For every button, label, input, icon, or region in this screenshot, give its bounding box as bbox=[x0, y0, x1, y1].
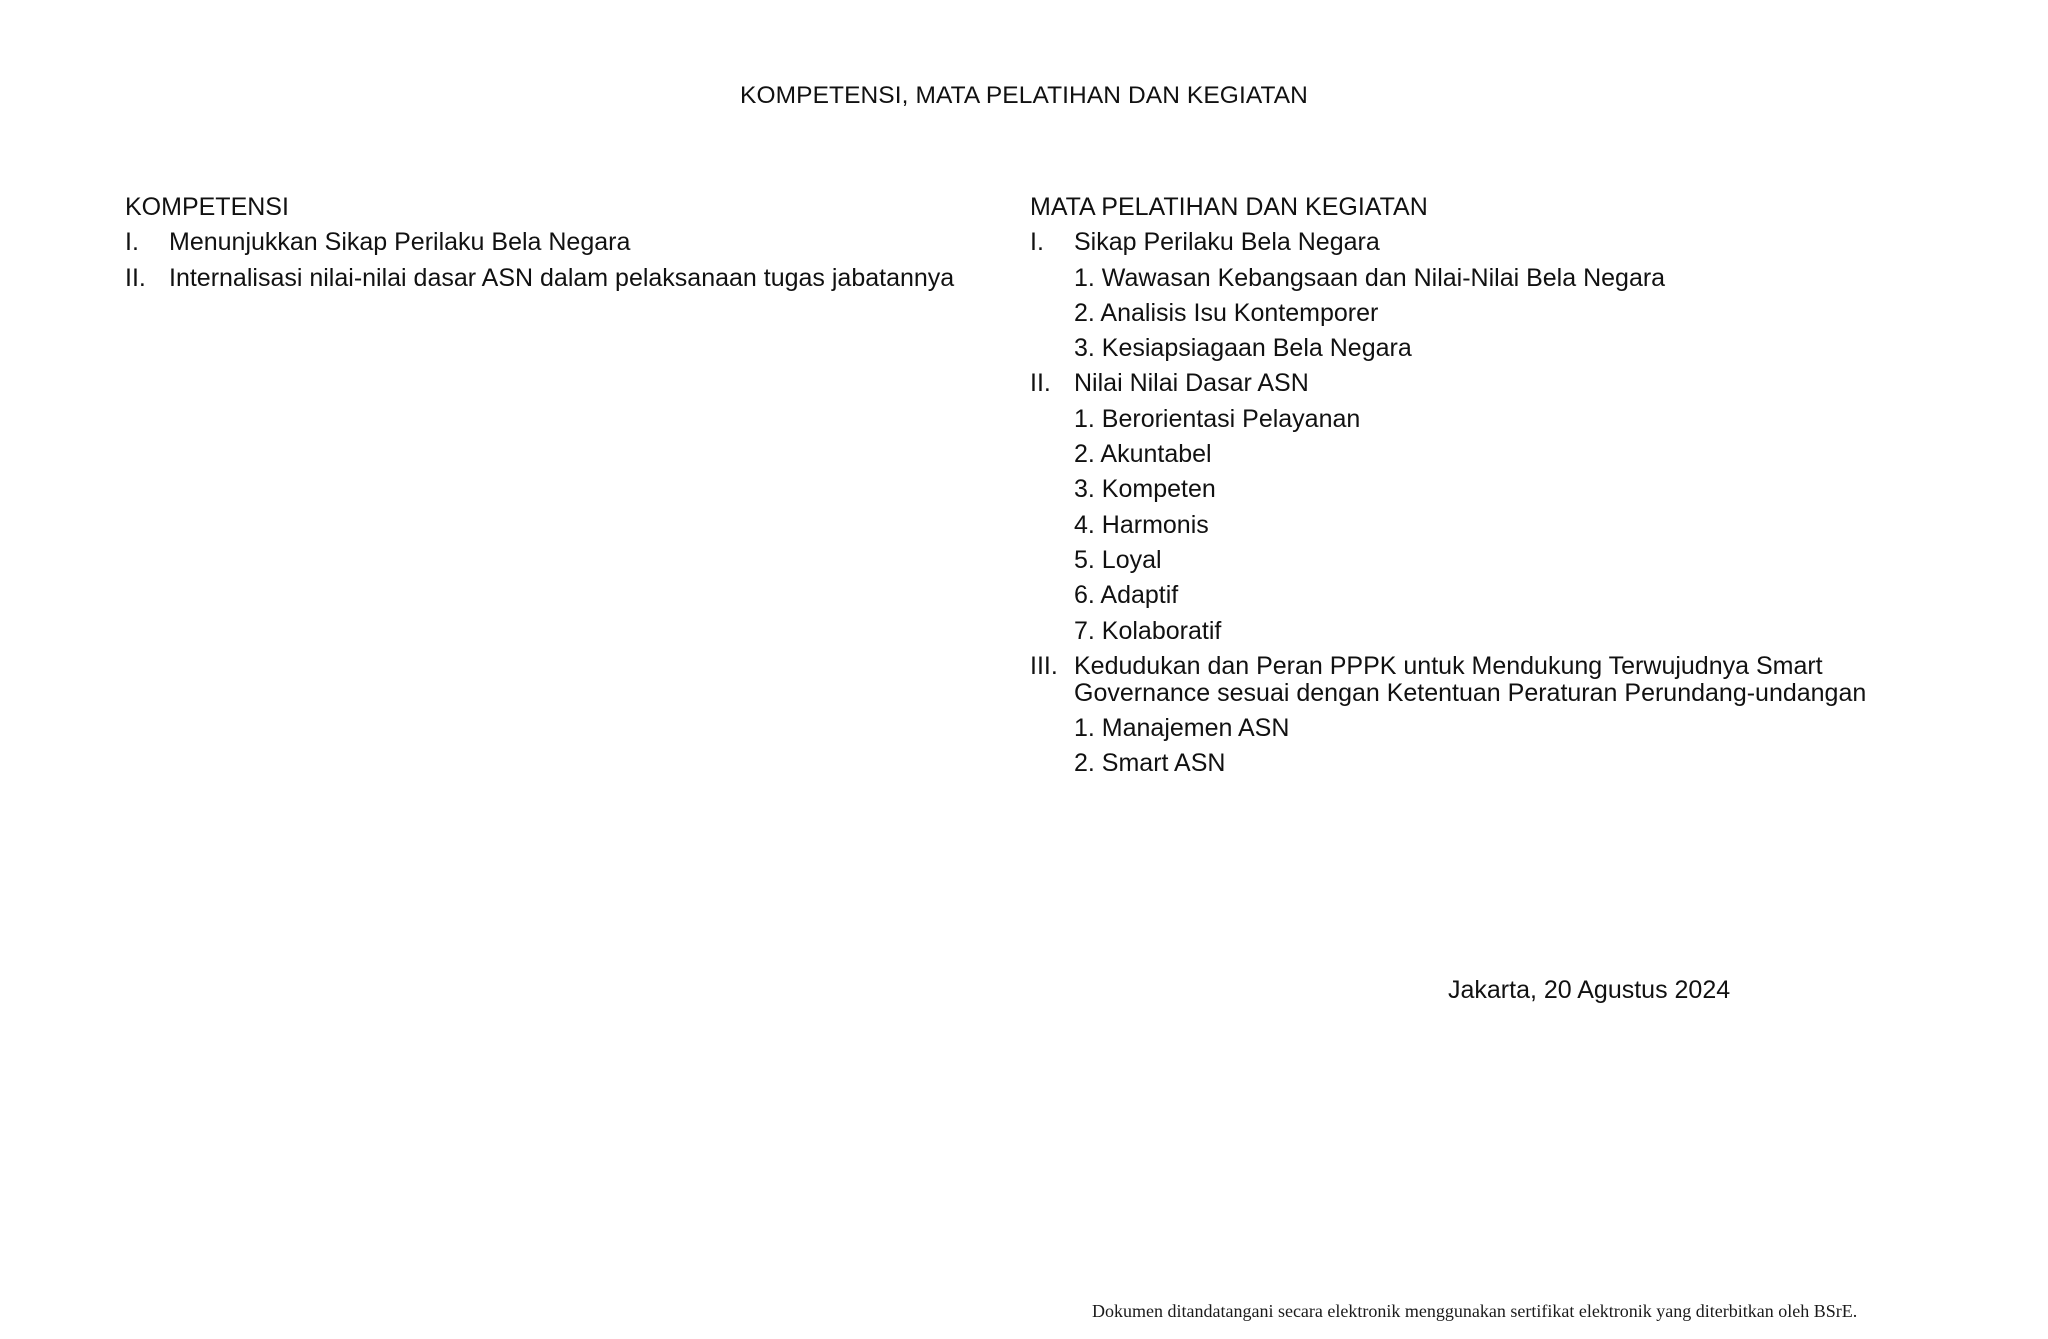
mata-pelatihan-section bbox=[1030, 190, 1970, 781]
subitem: 2. Smart ASN bbox=[1074, 749, 1226, 778]
kompetensi-heading: KOMPETENSI bbox=[125, 193, 289, 221]
section-item bbox=[1030, 366, 1970, 401]
subitem: 1. Manajemen ASN bbox=[1074, 713, 1290, 742]
section-text bbox=[1074, 649, 1970, 711]
kompetensi-item bbox=[125, 225, 1005, 260]
item-numeral: II. bbox=[125, 263, 146, 292]
footer-signature-note: Dokumen ditandatangani secara elektronik menggunakan sertifikat elektronik yang diterbitkan oleh BSrE. bbox=[1092, 1301, 1858, 1321]
page-title: KOMPETENSI, MATA PELATIHAN DAN KEGIATAN bbox=[740, 82, 1308, 109]
item-numeral: I. bbox=[125, 228, 139, 257]
section-text-line: Governance sesuai dengan Ketentuan Peraturan Perundang-undangan bbox=[1074, 678, 1867, 707]
kompetensi-item bbox=[125, 261, 1005, 296]
subitem: 5. Loyal bbox=[1074, 545, 1162, 574]
subitem: 4. Harmonis bbox=[1074, 510, 1209, 539]
subitem: 1. Wawasan Kebangsaan dan Nilai-Nilai Bela Negara bbox=[1074, 263, 1666, 292]
kompetensi-section bbox=[125, 190, 1005, 296]
item-text: Menunjukkan Sikap Perilaku Bela Negara bbox=[169, 228, 631, 257]
section-numeral: III. bbox=[1030, 651, 1058, 680]
subitem: 6. Adaptif bbox=[1074, 581, 1179, 610]
section-text: Sikap Perilaku Bela Negara bbox=[1074, 228, 1380, 257]
subitem: 7. Kolaboratif bbox=[1074, 616, 1222, 645]
subitem: 2. Akuntabel bbox=[1074, 440, 1212, 469]
subitem: 3. Kompeten bbox=[1074, 475, 1216, 504]
section-item bbox=[1030, 225, 1970, 260]
section-text: Nilai Nilai Dasar ASN bbox=[1074, 369, 1309, 398]
mata-pelatihan-heading: MATA PELATIHAN DAN KEGIATAN bbox=[1030, 193, 1428, 221]
subitem: 2. Analisis Isu Kontemporer bbox=[1074, 298, 1379, 327]
section-item bbox=[1030, 649, 1970, 711]
section-text-line: Kedudukan dan Peran PPPK untuk Mendukung Terwujudnya Smart bbox=[1074, 651, 1823, 680]
subitem: 3. Kesiapsiagaan Bela Negara bbox=[1074, 334, 1412, 363]
subitem: 1. Berorientasi Pelayanan bbox=[1074, 404, 1361, 433]
item-text: Internalisasi nilai-nilai dasar ASN dalam pelaksanaan tugas jabatannya bbox=[169, 263, 955, 292]
section-numeral: I. bbox=[1030, 228, 1044, 257]
place-date: Jakarta, 20 Agustus 2024 bbox=[1448, 976, 1731, 1004]
section-numeral: II. bbox=[1030, 369, 1051, 398]
